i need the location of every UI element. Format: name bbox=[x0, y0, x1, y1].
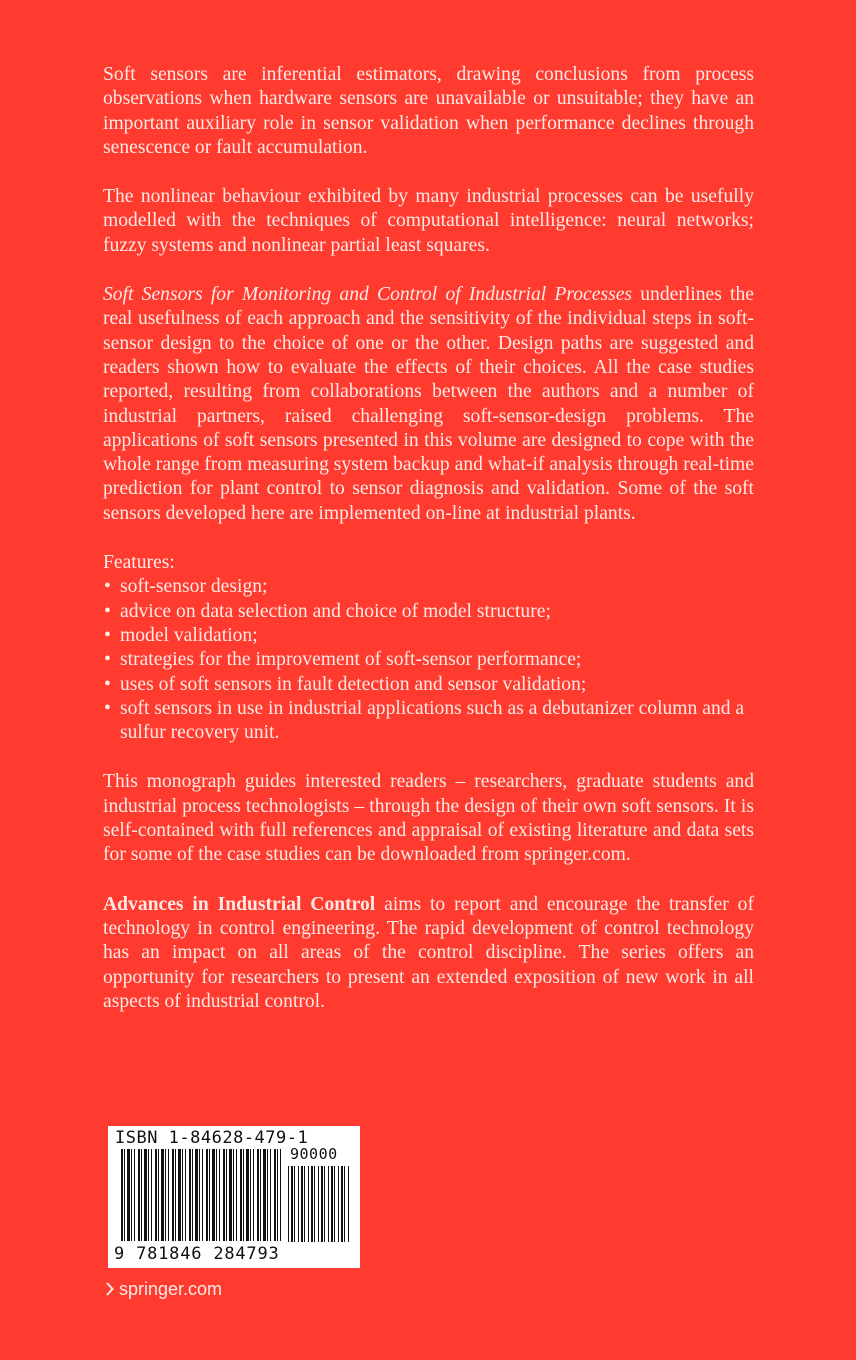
ean-barcode-bars bbox=[121, 1149, 281, 1241]
chevron-right-icon bbox=[106, 1279, 114, 1300]
isbn-barcode bbox=[108, 1126, 360, 1268]
series-description: aims to report and encourage the transfer of technology in control engineering. The rapid development of control technology has an impact on all areas of the control discipline. The series offers an opportunity for researchers to present an extended exposition of new work in all aspects of industrial control. bbox=[103, 893, 754, 1012]
ean-number: 9 781846 284793 bbox=[114, 1244, 280, 1264]
book-description-paragraph bbox=[103, 283, 754, 526]
book-description-text: underlines the real usefulness of each approach and the sensitivity of the individual steps in soft-sensor design to the choice of one or the other. Design paths are suggested and readers shown how to evaluate the effects of their choices. All the case studies reported, resulting from collaborations between the authors and a number of industrial partners, raised challenging soft-sensor-design problems. The applications of soft sensors presented in this volume are designed to cope with the whole range from measuring system backup and what-if analysis through real-time prediction for plant control to sensor diagnosis and validation. Some of the soft sensors developed here are implemented on-line at industrial plants. bbox=[103, 284, 754, 524]
features-heading: Features: bbox=[103, 552, 175, 574]
features-list bbox=[103, 575, 754, 745]
nonlinear-paragraph: The nonlinear behaviour exhibited by many industrial processes can be usefully modelled with the techniques of computational intelligence: neural networks; fuzzy systems and nonlinear partial least squares. bbox=[103, 186, 754, 256]
feature-item: • advice on data selection and choice of model structure; bbox=[103, 600, 754, 624]
springer-link-text: springer.com bbox=[119, 1279, 223, 1299]
intro-paragraph: Soft sensors are inferential estimators, drawing conclusions from process observations when hardware sensors are unavailable or unsuitable; they have an important auxiliary role in sensor validation when performance declines through senescence or fault accumulation. bbox=[103, 64, 754, 158]
feature-item: • model validation; bbox=[103, 624, 754, 648]
back-cover-blurb bbox=[103, 63, 754, 1014]
price-addon-number: 90000 bbox=[290, 1145, 338, 1163]
feature-item: • soft sensors in use in industrial applications such as a debutanizer column and a sulfur recovery unit. bbox=[103, 697, 754, 746]
isbn-number: ISBN 1-84628-479-1 bbox=[115, 1128, 309, 1148]
springer-website-link[interactable] bbox=[106, 1279, 222, 1300]
feature-item: • strategies for the improvement of soft-sensor performance; bbox=[103, 648, 754, 672]
monograph-paragraph: This monograph guides interested readers – researchers, graduate students and industrial process technologists – through the design of their own soft sensors. It is self-contained with full references and appraisal of existing literature and data sets for some of the case studies can be downloaded from springer.com. bbox=[103, 771, 754, 866]
series-paragraph bbox=[103, 893, 754, 1014]
feature-item: • soft-sensor design; bbox=[103, 575, 754, 599]
feature-item: • uses of soft sensors in fault detection and sensor validation; bbox=[103, 673, 754, 697]
series-name: Advances in Industrial Control bbox=[103, 893, 376, 915]
addon-barcode-bars bbox=[288, 1166, 350, 1242]
book-title: Soft Sensors for Monitoring and Control of Industrial Processes bbox=[103, 284, 633, 306]
